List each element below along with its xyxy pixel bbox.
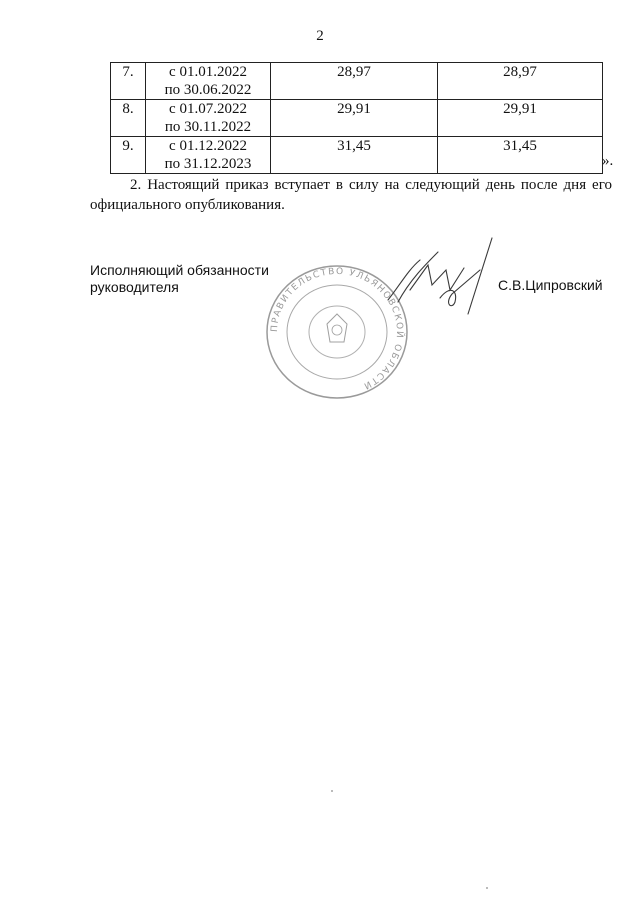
seal-emblem-icon [327, 314, 347, 342]
period-to: по 30.11.2022 [164, 119, 252, 135]
signer-title-line2: руководителя [90, 279, 179, 295]
period-from: с 01.07.2022 [169, 101, 247, 117]
period-cell [146, 100, 271, 137]
value-b-cell: 29,91 [438, 100, 603, 137]
period-from: с 01.01.2022 [169, 64, 247, 80]
closing-quote: ». [602, 153, 614, 169]
seal-middle-ring [287, 285, 387, 379]
table-row [111, 100, 603, 137]
effective-date-paragraph: 2. Настоящий приказ вступает в силу на следующий день после дня его официального опубликования. [90, 177, 612, 213]
row-number: 7. [111, 63, 146, 100]
value-a-cell: 29,91 [271, 100, 438, 137]
period-from: с 01.12.2022 [169, 138, 247, 154]
period-to: по 30.06.2022 [164, 82, 252, 98]
value-a-cell: 28,97 [271, 63, 438, 100]
scan-speck [331, 790, 333, 792]
table-row [111, 137, 603, 174]
seal-legend: ПРАВИТЕЛЬСТВО УЛЬЯНОВСКОЙ ОБЛАСТИ [269, 266, 405, 392]
row-number: 8. [111, 100, 146, 137]
signer-name: С.В.Ципровский [498, 277, 603, 293]
value-a-cell: 31,45 [271, 137, 438, 174]
signer-title-line1: Исполняющий обязанности [90, 262, 269, 278]
row-number: 9. [111, 137, 146, 174]
signer-title [90, 262, 269, 296]
table-row [111, 63, 603, 100]
period-to: по 31.12.2023 [164, 156, 252, 172]
value-b-cell: 31,45 [438, 137, 603, 174]
scan-speck [486, 887, 488, 889]
period-cell [146, 137, 271, 174]
rates-table [110, 62, 603, 174]
page-number: 2 [316, 28, 324, 44]
period-cell [146, 63, 271, 100]
value-b-cell: 28,97 [438, 63, 603, 100]
handwritten-signature [380, 230, 495, 320]
